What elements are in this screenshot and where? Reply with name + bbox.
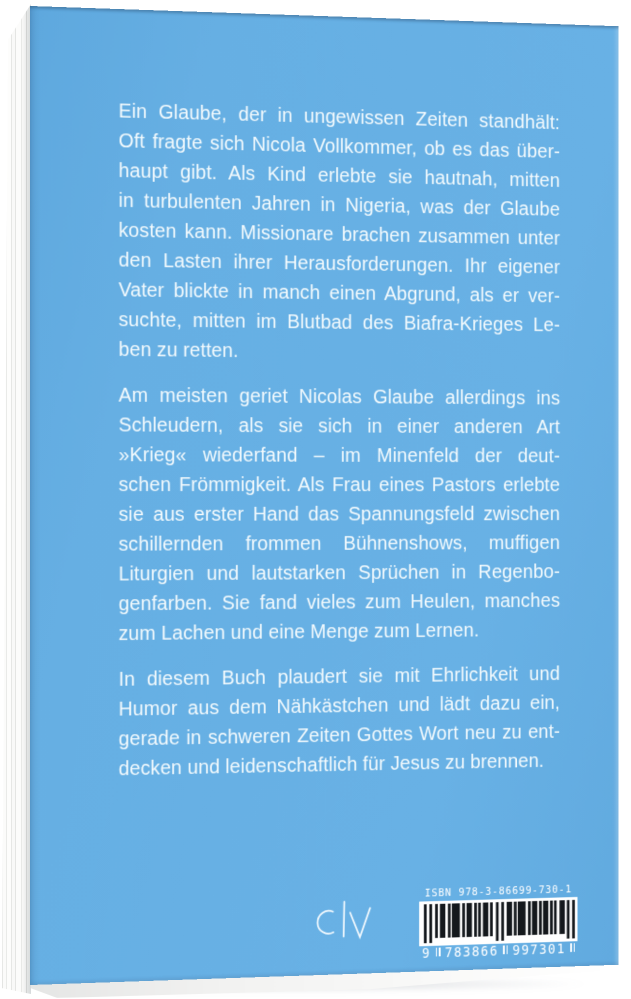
barcode-guard-mark <box>503 944 508 954</box>
text-line: den Lasten ihrer Herausforderungen. Ihr eigener <box>118 249 561 279</box>
text-line: kosten kann. Missionare brachen zusammen unter <box>118 219 561 250</box>
text-line: haupt gibt. Als Kind erlebte sie hautnah, mitten <box>118 160 561 192</box>
barcode-digit-9: 9 <box>421 945 431 962</box>
publisher-logo <box>311 899 374 944</box>
text-line: gerade in schweren Zeiten Gottes Wort neu zu ent- <box>118 721 561 751</box>
barcode-digit-group1: 783866 <box>444 943 499 962</box>
text-line: Am meisten geriet Nicolas Glaube allerdings ins <box>118 384 561 410</box>
text-line: schen Frömmigkeit. Als Frau eines Pastors erlebte <box>118 474 561 496</box>
barcode-block <box>419 883 577 960</box>
text-line: genfarben. Sie fand vieles zum Heulen, manches <box>118 590 561 616</box>
back-cover <box>30 6 619 985</box>
text-line: Oft fragte sich Nicola Vollkommer, ob es das über- <box>118 130 561 163</box>
text-line: decken und leidenschaftlich für Jesus zu brennen. <box>118 750 545 781</box>
text-line: schillernden frommen Bühnenshows, muffigen <box>118 532 561 556</box>
isbn-label: ISBN 978-3-86699-730-1 <box>424 883 572 900</box>
text-line: Schleudern, als sie sich in einer anderen Art <box>118 414 561 439</box>
back-cover-paragraph <box>119 381 561 649</box>
barcode-bars-icon <box>419 897 577 946</box>
page-block-left-edge <box>2 4 31 995</box>
back-cover-paragraph <box>119 96 561 368</box>
back-cover-paragraph <box>119 660 561 785</box>
text-line: in turbulenten Jahren in Nigeria, was der Glaube <box>118 189 561 221</box>
text-line: »Krieg« wiederfand – im Minenfeld der deut- <box>118 444 561 468</box>
barcode-bars-svg <box>419 897 577 946</box>
clv-logo-icon <box>311 899 374 944</box>
back-cover-blurb <box>119 96 561 800</box>
text-line: Ein Glaube, der in ungewissen Zeiten standhält: <box>118 100 561 134</box>
barcode-guard-mark <box>570 942 575 952</box>
text-line: In diesem Buch plaudert sie mit Ehrlichkeit und <box>118 663 561 691</box>
barcode-digit-group2: 997301 <box>512 941 566 959</box>
text-line: ben zu retten. <box>118 338 239 362</box>
barcode-guard-mark <box>436 947 441 957</box>
text-line: zum Lachen und eine Menge zum Lernen. <box>118 619 480 646</box>
text-line: sie aus erster Hand das Spannungsfeld zwischen <box>118 503 561 526</box>
text-line: Humor aus dem Nähkästchen und lädt dazu ein, <box>118 692 561 721</box>
text-line: suchte, mitten im Blutbad des Biafra-Krieges Le- <box>118 309 561 337</box>
text-line: Liturgien und lautstarken Sprüchen in Regenbo- <box>118 561 561 586</box>
text-line: Vater blickte in manch einen Abgrund, als er ver- <box>118 279 561 308</box>
